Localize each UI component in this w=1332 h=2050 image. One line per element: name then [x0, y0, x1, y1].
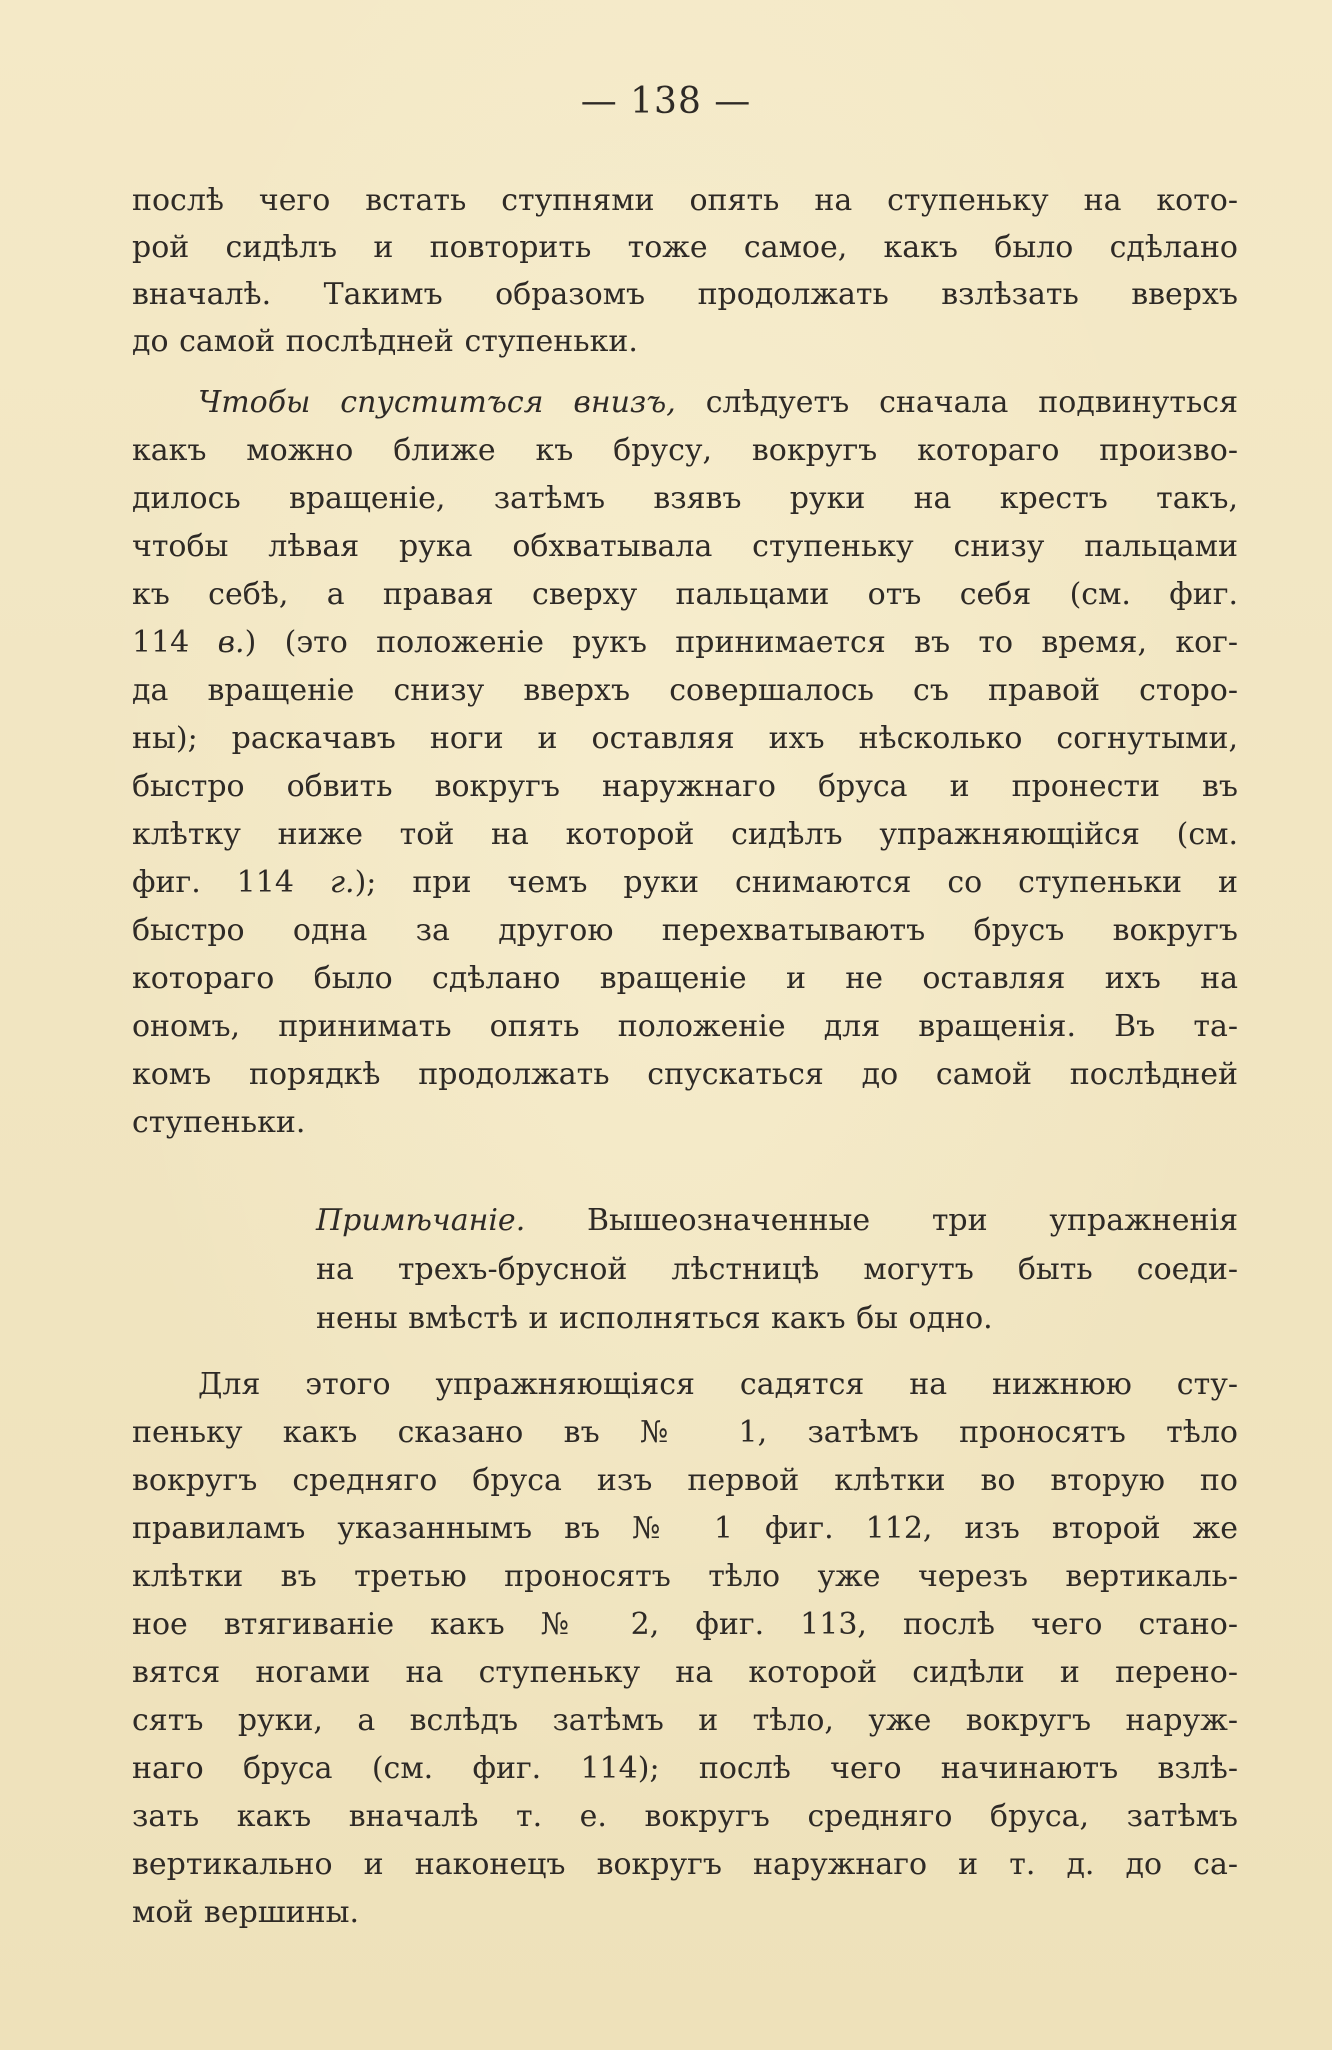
- paragraph-2-line-3: дилось вращеніе, затѣмъ взявъ руки на крестъ такъ,: [132, 481, 1238, 516]
- paragraph-2-line-7: да вращеніе снизу вверхъ совершалось съ правой сторо-: [132, 673, 1238, 708]
- note-heading: Примѣчаніе.: [316, 1203, 526, 1238]
- paragraph-2-line-8: ны); раскачавъ ноги и оставляя ихъ нѣсколько согнутыми,: [132, 721, 1238, 756]
- paragraph-1-line-3: вначалѣ. Такимъ образомъ продолжать взлѣзать вверхъ: [132, 277, 1238, 312]
- paragraph-3-line-9: наго бруса (см. фиг. 114); послѣ чего начинаютъ взлѣ-: [132, 1751, 1238, 1786]
- note-line-3: нены вмѣстѣ и исполняться какъ бы одно.: [316, 1301, 993, 1336]
- paragraph-2-line-15: комъ порядкѣ продолжать спускаться до самой послѣдней: [132, 1057, 1238, 1092]
- figure-number: 114: [132, 625, 190, 660]
- paragraph-2-line-10: клѣтку ниже той на которой сидѣлъ упражняющійся (см.: [132, 817, 1238, 852]
- paragraph-2-line-9: быстро обвить вокругъ наружнаго бруса и пронести въ: [132, 769, 1238, 804]
- paragraph-2-heading: Чтобы спуститъся внизъ,: [198, 385, 676, 420]
- paragraph-2-line-2: какъ можно ближе къ брусу, вокругъ котораго произво-: [132, 433, 1238, 468]
- paragraph-2-line-6-text: ) (это положеніе рукъ принимается въ то время, ког-: [244, 625, 1238, 660]
- paragraph-2-line-5: къ себѣ, а правая сверху пальцами отъ себя (см. фиг.: [132, 577, 1238, 612]
- paragraph-2-line-1-text: слѣдуетъ сначала подвинуться: [675, 385, 1239, 420]
- figure-letter: в.: [217, 625, 245, 660]
- paragraph-2-line-14: ономъ, принимать опять положеніе для вращенія. Въ та-: [132, 1009, 1238, 1044]
- note-line-2: на трехъ-брусной лѣстницѣ могутъ быть соеди-: [316, 1252, 1238, 1287]
- paragraph-3-line-8: сятъ руки, а вслѣдъ затѣмъ и тѣло, уже вокругъ наруж-: [132, 1703, 1238, 1738]
- paragraph-3-line-1: Для этого упражняющіяся садятся на нижнюю сту-: [198, 1367, 1238, 1402]
- paragraph-1-line-2: рой сидѣлъ и повторить тоже самое, какъ было сдѣлано: [132, 230, 1238, 265]
- paragraph-3-line-11: вертикально и наконецъ вокругъ наружнаго и т. д. до са-: [132, 1847, 1238, 1882]
- paragraph-3-line-7: вятся ногами на ступеньку на которой сидѣли и перено-: [132, 1655, 1238, 1690]
- paragraph-2-line-4: чтобы лѣвая рука обхватывала ступеньку снизу пальцами: [132, 529, 1238, 564]
- paragraph-1-line-4: до самой послѣдней ступеньки.: [132, 324, 638, 359]
- paragraph-3-line-3: вокругъ средняго бруса изъ первой клѣтки во вторую по: [132, 1463, 1238, 1498]
- page-number: — 138 —: [580, 81, 752, 122]
- paragraph-3-line-5: клѣтки въ третью проносятъ тѣло уже черезъ вертикаль-: [132, 1559, 1238, 1594]
- paragraph-3-line-4: правиламъ указаннымъ въ № 1 фиг. 112, изъ второй же: [132, 1511, 1238, 1546]
- paragraph-1-line-1: послѣ чего встать ступнями опять на ступеньку на кото-: [132, 183, 1238, 218]
- figure-letter: г.: [329, 865, 355, 900]
- note-line-1-text: Вышеозначенные три упражненія: [525, 1203, 1238, 1238]
- paragraph-3-line-2: пеньку какъ сказано въ № 1, затѣмъ проносятъ тѣло: [132, 1415, 1238, 1450]
- paragraph-2-line-13: котораго было сдѣлано вращеніе и не оставляя ихъ на: [132, 961, 1238, 996]
- paragraph-3-line-10: зать какъ вначалѣ т. е. вокругъ средняго бруса, затѣмъ: [132, 1799, 1238, 1834]
- figure-reference: фиг. 114: [132, 865, 330, 900]
- paragraph-2-line-16: ступеньки.: [132, 1105, 306, 1140]
- paragraph-3-line-12: мой вершины.: [132, 1895, 360, 1930]
- paragraph-2-line-11-text: ); при чемъ руки снимаются со ступеньки и: [354, 865, 1238, 900]
- paragraph-3-line-6: ное втягиваніе какъ № 2, фиг. 113, послѣ чего стано-: [132, 1607, 1238, 1642]
- paragraph-2-line-12: быстро одна за другою перехватываютъ брусъ вокругъ: [132, 913, 1238, 948]
